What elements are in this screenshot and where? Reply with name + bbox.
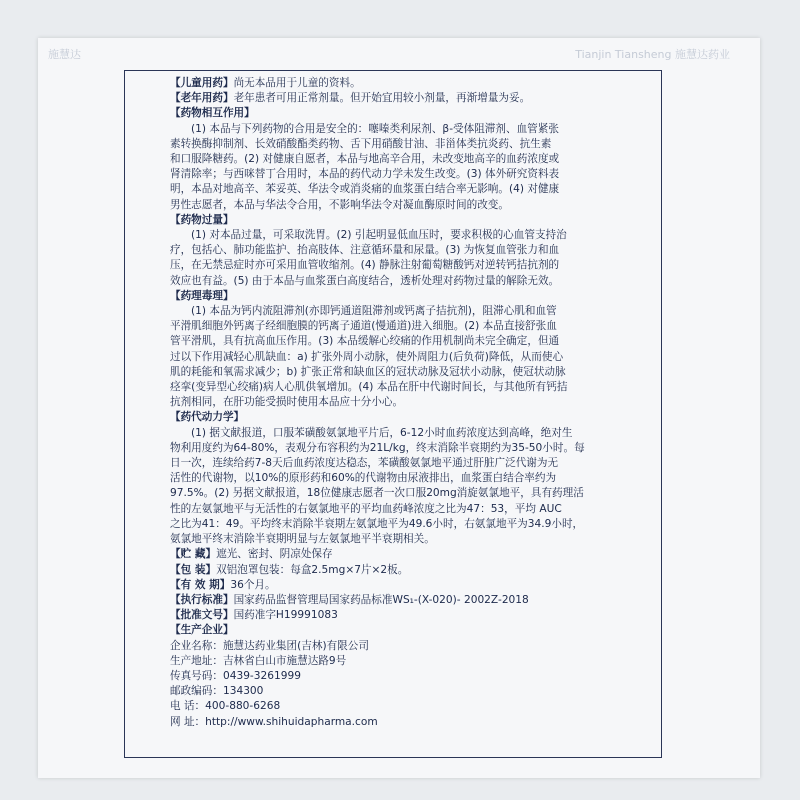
fax-key: 传真号码： bbox=[170, 669, 223, 682]
geriatric-row bbox=[170, 91, 640, 106]
fax-row bbox=[170, 669, 640, 684]
pediatric-label: 【儿童用药】 bbox=[170, 77, 234, 89]
text-line: (1) 对本品过量，可采取洗胃。(2) 引起明显低血压时，要求积极的心血管支持治 bbox=[191, 229, 567, 242]
pharmacology-paragraph bbox=[170, 304, 640, 410]
pharmacology-heading: 【药理毒理】 bbox=[170, 289, 234, 302]
text-line: 痉挛(变异型心绞痛)病人心肌供氧增加。(4) 本品在肝中代谢时间长，与其他所有钙拮 bbox=[170, 381, 568, 394]
company-name-value: 施慧达药业集团(吉林)有限公司 bbox=[222, 639, 369, 652]
validity-row bbox=[170, 578, 640, 593]
website-row bbox=[170, 715, 640, 730]
approval-text: 国药准字H19991083 bbox=[233, 609, 338, 622]
ghost-header-right: Tianjin Tiansheng 施慧达药业 bbox=[575, 48, 730, 61]
text-line: 明，本品对地高辛、苯妥英、华法令或消炎痛的血浆蛋白结合率无影响。(4) 对健康 bbox=[170, 183, 560, 196]
interaction-paragraph bbox=[170, 122, 640, 213]
text-line: 肌的耗能和氧需求减少；b) 扩张正常和缺血区的冠状动脉及冠状小动脉，使冠状动脉 bbox=[170, 365, 566, 378]
text-line: (1) 据文献报道，口服苯磺酸氨氯地平片后，6-12小时血药浓度达到高峰，绝对生 bbox=[191, 426, 573, 439]
leaflet-content bbox=[170, 76, 640, 730]
text-line: 活性的代谢物，以10%的原形药和60%的代谢物由尿液排出，血浆蛋白结合率约为 bbox=[170, 472, 557, 485]
text-line: 效应也有益。(5) 由于本品与血浆蛋白高度结合，透析处理对药物过量的解除无效。 bbox=[170, 274, 560, 287]
standard-text: 国家药品监督管理局国家药品标准WS₁-(X-020)- 2002Z-2018 bbox=[233, 593, 529, 606]
postcode-value: 134300 bbox=[222, 685, 264, 698]
text-line: (1) 本品为钙内流阻滞剂(亦即钙通道阻滞剂或钙离子拮抗剂)，阻滞心肌和血管 bbox=[191, 305, 557, 318]
text-line: 氨氯地平终末消除半衰期明显与左氨氯地平半衰期相关。 bbox=[170, 533, 435, 546]
manufacturer-heading: 【生产企业】 bbox=[170, 624, 234, 637]
text-line: 疗，包括心、肺功能监护、抬高肢体、注意循环量和尿量。(3) 为恢复血管张力和血 bbox=[170, 244, 560, 257]
text-line: 性的左氨氯地平与无活性的右氨氯地平的平均血药峰浓度之比为47：53，平均 AUC bbox=[170, 502, 562, 515]
company-name-row bbox=[170, 639, 640, 654]
address-value: 吉林省白山市施慧达路9号 bbox=[222, 654, 347, 667]
overdose-paragraph bbox=[170, 228, 640, 289]
standard-label: 【执行标准】 bbox=[170, 593, 234, 606]
text-line: 管平滑肌，具有抗高血压作用。(3) 本品缓解心绞痛的作用机制尚未完全确定，但通 bbox=[170, 335, 560, 348]
text-line: 抗剂相同，在肝功能受损时使用本品应十分小心。 bbox=[170, 396, 404, 409]
text-line: 平滑肌细胞外钙离子经细胞膜的钙离子通道(慢通道)进入细胞。(2) 本品直接舒张血 bbox=[170, 320, 557, 333]
approval-row bbox=[170, 608, 640, 623]
storage-text: 遮光、密封、阴凉处保存 bbox=[216, 548, 333, 561]
package-text: 双铝泡罩包装：每盒2.5mg×7片×2板。 bbox=[216, 563, 409, 576]
address-row bbox=[170, 654, 640, 669]
text-line: 肾清除率；与西咪替丁合用时，本品的药代动力学未发生改变。(3) 体外研究资料表 bbox=[170, 168, 560, 181]
text-line: 男性志愿者，本品与华法令合用，不影响华法令对凝血酶原时间的改变。 bbox=[170, 198, 509, 211]
approval-label: 【批准文号】 bbox=[170, 609, 234, 622]
pharmacokinetics-paragraph bbox=[170, 426, 640, 548]
text-line: 物利用度约为64-80%，表观分布容积约为21L/kg，终末消除半衰期约为35-50小时。每 bbox=[170, 441, 585, 454]
postcode-key: 邮政编码： bbox=[170, 685, 223, 698]
geriatric-text: 老年患者可用正常剂量。但开始宜用较小剂量，再渐增量为妥。 bbox=[233, 92, 531, 105]
storage-label: 【贮 藏】 bbox=[170, 548, 217, 561]
ghost-header-left: 施慧达 bbox=[48, 48, 81, 61]
text-line: 过以下作用减轻心肌缺血：a) 扩张外周小动脉，使外周阻力(后负荷)降低，从而使心 bbox=[170, 350, 564, 363]
fax-value: 0439-3261999 bbox=[222, 669, 301, 682]
company-name-key: 企业名称： bbox=[170, 639, 223, 652]
pediatric-text: 尚无本品用于儿童的资料。 bbox=[233, 77, 361, 89]
storage-row bbox=[170, 547, 640, 562]
pediatric-row bbox=[170, 76, 640, 91]
address-key: 生产地址： bbox=[170, 654, 223, 667]
phone-value: 400-880-6268 bbox=[205, 700, 281, 713]
text-line: (1) 本品与下列药物的合用是安全的：噻嗪类利尿剂、β-受体阻滞剂、血管紧张 bbox=[191, 122, 559, 135]
text-line: 之比为41：49。平均终末消除半衰期左氨氯地平为49.6小时，右氨氯地平为34.9小时， bbox=[170, 517, 584, 530]
website-key: 网 址： bbox=[170, 715, 206, 728]
text-line: 97.5%。(2) 另据文献报道，18位健康志愿者一次口服20mg消旋氨氯地平，具有药理活 bbox=[170, 487, 584, 500]
standard-row bbox=[170, 593, 640, 608]
text-line: 日一次，连续给药7-8天后血药浓度达稳态，苯磺酸氨氯地平通过肝脏广泛代谢为无 bbox=[170, 457, 559, 470]
validity-text: 36个月。 bbox=[230, 578, 276, 591]
website-value: http://www.shihuidapharma.com bbox=[205, 715, 378, 728]
validity-label: 【有 效 期】 bbox=[170, 578, 231, 591]
interaction-heading: 【药物相互作用】 bbox=[170, 107, 255, 120]
package-label: 【包 装】 bbox=[170, 563, 217, 576]
phone-row bbox=[170, 699, 640, 714]
overdose-heading: 【药物过量】 bbox=[170, 213, 234, 226]
phone-key: 电 话： bbox=[170, 700, 206, 713]
geriatric-label: 【老年用药】 bbox=[170, 92, 234, 105]
text-line: 和口服降糖药。(2) 对健康自愿者，本品与地高辛合用，未改变地高辛的血药浓度或 bbox=[170, 153, 560, 166]
text-line: 素转换酶抑制剂、长效硝酸酯类药物、舌下用硝酸甘油、非甾体类抗炎药、抗生素 bbox=[170, 137, 552, 150]
pharmacokinetics-heading: 【药代动力学】 bbox=[170, 411, 245, 424]
manufacturer-details bbox=[170, 639, 640, 730]
postcode-row bbox=[170, 684, 640, 699]
package-row bbox=[170, 563, 640, 578]
text-line: 压，在无禁忌症时亦可采用血管收缩剂。(4) 静脉注射葡萄糖酸钙对逆转钙拮抗剂的 bbox=[170, 259, 560, 272]
